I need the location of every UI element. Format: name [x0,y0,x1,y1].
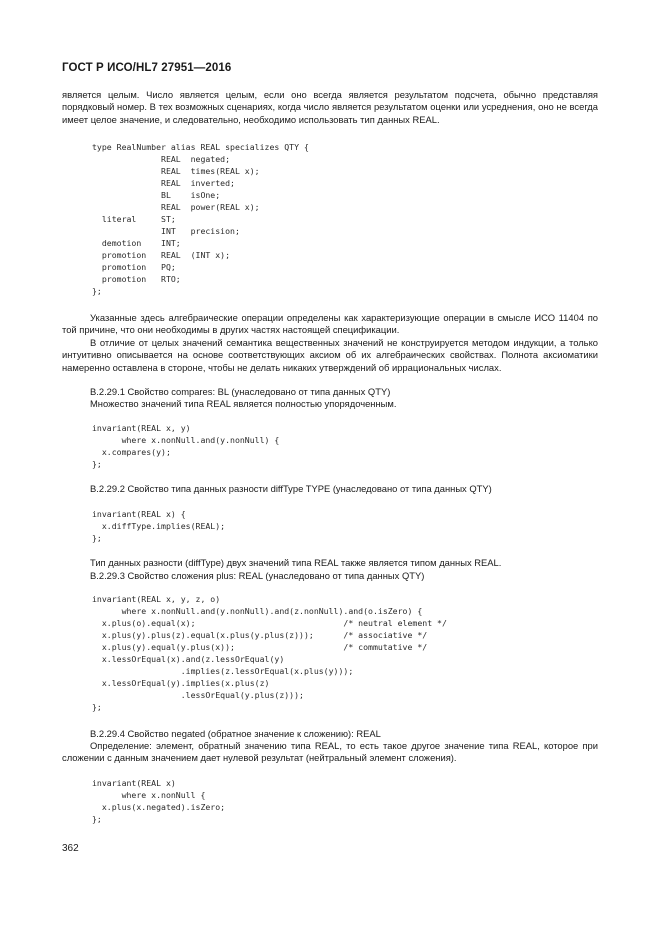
section-b22292-heading: B.2.29.2 Свойство типа данных разности diffType TYPE (унаследовано от типа данных QTY) [90,483,492,494]
semantics-paragraph: В отличие от целых значений семантика вещественных значений не конструируется методом индукции, а только интуитивно описывается на основе соответствующих аксиом об их алгебраических свойствах. Полнота аксиоматики намеренно оставлена в стороне, чтобы не делать никаких утверждений об иррациональных числах. [62,337,598,373]
difftype-text: Тип данных разности (diffType) двух значений типа REAL также является типом данных REAL. [90,557,502,568]
operations-paragraph: Указанные здесь алгебраические операции определены как характеризующие операции в смысле ИСО 11404 по той причине, что они необходимы в других частях настоящей спецификации. [62,312,598,336]
code-block-realnumber: type RealNumber alias REAL specializes QTY { REAL negated; REAL times(REAL x); REAL inverted; BL isOne; REAL power(REAL x); literal ST; INT precision; demotion INT; promotion REAL (INT x); promotion PQ; promotion RTO; }; [92,142,309,296]
code-block-compares: invariant(REAL x, y) where x.nonNull.and(y.nonNull) { x.compares(y); }; [92,423,280,469]
section-b22294-heading: B.2.29.4 Свойство negated (обратное значение к сложению): REAL [90,728,381,739]
section-b22293-heading: B.2.29.3 Свойство сложения plus: REAL (унаследовано от типа данных QTY) [90,570,425,581]
code-block-plus: invariant(REAL x, y, z, o) where x.nonNull.and(y.nonNull).and(z.nonNull).and(o.isZero) { x.plus(o).equal(x); /* neutral element */ x.plus(y).plus(z).equal(x.plus(y.plus(z))); /* associative */ x.plus(y).equal(y.plus(x)); /* commutative */ x.lessOrEqual(x).and(z.lessOrEqual(y) .implies(z.lessOrEqual(x.plus(y))); x.lessOrEqual(y).implies(x.plus(z) .lessOrEqual(y.plus(z))); }; [92,594,447,712]
section-b22291-heading: B.2.29.1 Свойство compares: BL (унаследовано от типа данных QTY) [90,386,391,397]
page-number: 362 [62,843,79,854]
ordered-set-text: Множество значений типа REAL является полностью упорядоченным. [90,398,397,409]
intro-paragraph: является целым. Число является целым, если оно всегда является результатом подсчета, обычно представляя порядковый номер. В тех возможных сценариях, когда число является результатом оценки или усреднения, оно не всегда имеет целое значение, и следовательно, необходимо использовать тип данных REAL. [62,89,598,125]
code-block-difftype: invariant(REAL x) { x.diffType.implies(REAL); }; [92,509,226,543]
code-block-negated: invariant(REAL x) where x.nonNull { x.plus(x.negated).isZero; }; [92,778,226,824]
page-header-title: ГОСТ Р ИСО/HL7 27951—2016 [62,62,232,74]
definition-paragraph: Определение: элемент, обратный значению типа REAL, то есть такое другое значение типа REAL, которое при сложении с данным значением дает нулевой результат (нейтральный элемент сложения). [62,740,598,764]
